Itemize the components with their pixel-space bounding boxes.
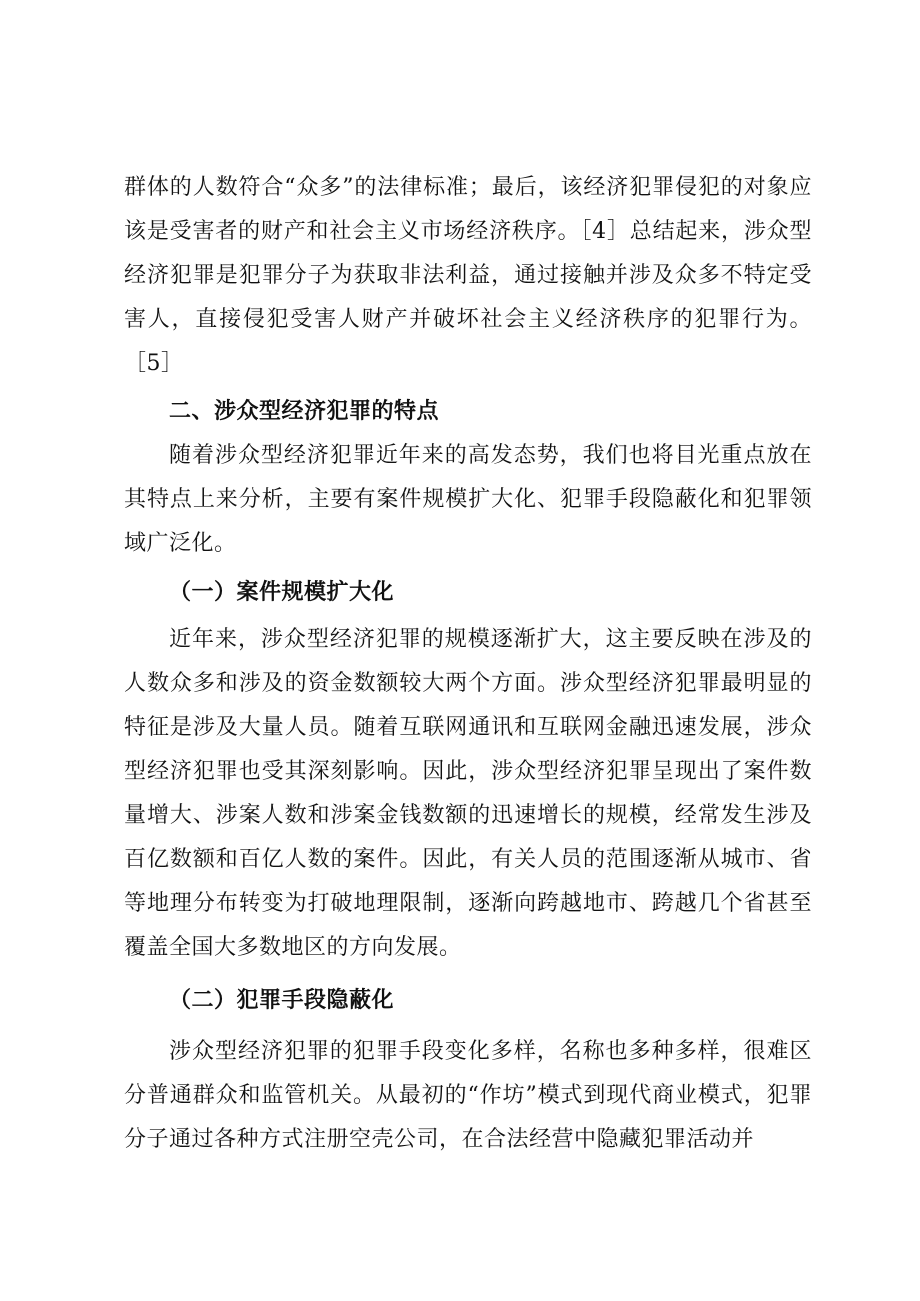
body-paragraph: 涉众型经济犯罪的犯罪手段变化多样，名称也多种多样，很难区分普通群众和监管机关。从最初的“作坊”模式到现代商业模式，犯罪分子通过各种方式注册空壳公司，在合法经营中隐藏犯罪活动并: [124, 1039, 812, 1152]
body-paragraph: 群体的人数符合“众多”的法律标准；最后，该经济犯罪侵犯的对象应该是受害者的财产和社会主义市场经济秩序。［4］总结起来，涉众型经济犯罪是犯罪分子为获取非法利益，通过接触并涉及众多不特定受害人，直接侵犯受害人财产并破坏社会主义经济秩序的犯罪行为。［5］: [124, 175, 812, 376]
section-heading: 二、涉众型经济犯罪的特点: [169, 399, 440, 424]
subsection-heading: （一）案件规模扩大化: [169, 579, 395, 605]
document-page: [124, 166, 812, 1162]
body-paragraph: 随着涉众型经济犯罪近年来的高发态势，我们也将目光重点放在其特点上来分析，主要有案件规模扩大化、犯罪手段隐蔽化和犯罪领域广泛化。: [124, 443, 812, 556]
body-paragraph: 近年来，涉众型经济犯罪的规模逐渐扩大，这主要反映在涉及的人数众多和涉及的资金数额较大两个方面。涉众型经济犯罪最明显的特征是涉及大量人员。随着互联网通讯和互联网金融迅速发展，涉众型经济犯罪也受其深刻影响。因此，涉众型经济犯罪呈现出了案件数量增大、涉案人数和涉案金钱数额的迅速增长的规模，经常发生涉及百亿数额和百亿人数的案件。因此，有关人员的范围逐渐从城市、省等地理分布转变为打破地理限制，逐渐向跨越地市、跨越几个省甚至覆盖全国大多数地区的方向发展。: [124, 627, 812, 960]
subsection-heading: （二）犯罪手段隐蔽化: [169, 987, 395, 1013]
